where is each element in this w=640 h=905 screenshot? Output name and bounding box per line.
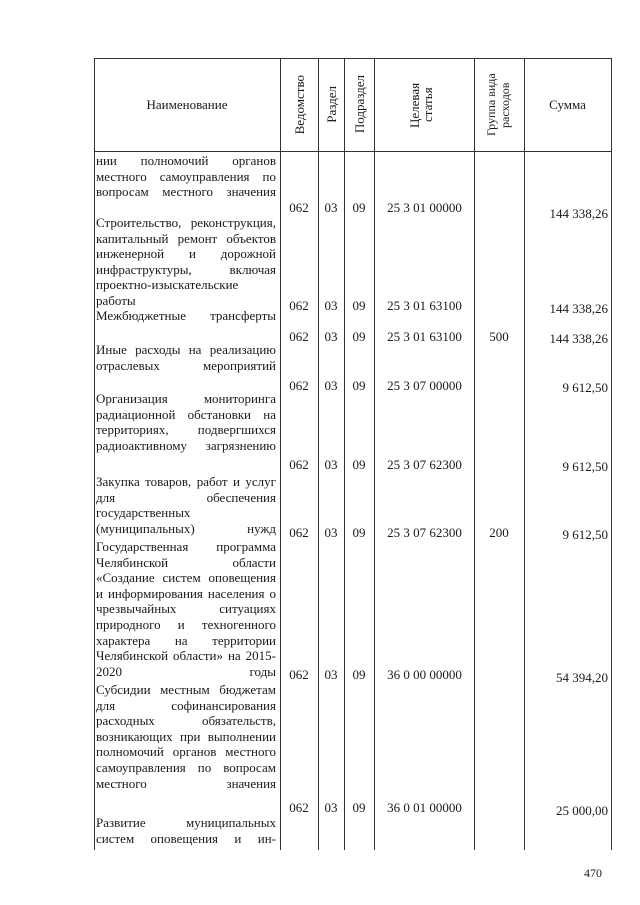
- col-divider: [474, 58, 475, 850]
- row-name: нии полномочий органов местного самоуправления по вопросам местного значения: [96, 153, 276, 200]
- header-summa: [524, 58, 611, 151]
- row-vedomstvo: 062: [289, 329, 309, 344]
- row-summa: 144 338,26: [549, 206, 608, 221]
- row-vedomstvo: 062: [289, 800, 309, 815]
- header-vedomstvo: [280, 58, 318, 151]
- row-vedomstvo: 062: [289, 667, 309, 682]
- row-celevaya: 25 3 07 62300: [387, 525, 462, 540]
- row-gruppa: 500: [489, 329, 509, 344]
- page-number: 470: [584, 866, 602, 880]
- row-name: Межбюджетные трансферты: [96, 308, 276, 323]
- row-celevaya: 25 3 01 63100: [387, 298, 462, 313]
- row-razdel: 03: [324, 378, 338, 393]
- col-divider: [280, 58, 281, 850]
- header-celevaya-label: Целевая статья: [407, 81, 435, 128]
- row-vedomstvo: 062: [289, 200, 309, 215]
- row-podrazdel: 09: [352, 525, 366, 540]
- header-divider: [94, 151, 612, 152]
- row-razdel: 03: [324, 329, 338, 344]
- row-podrazdel: 09: [352, 329, 366, 344]
- row-name: Строительство, реконструкция, капитальный ремонт объектов инженерной и дорожной инфраструктуры, включая проектно-изыскательские работы: [96, 215, 276, 308]
- col-divider: [344, 58, 345, 850]
- row-name: Организация мониторинга радиационной обстановки на территориях, подвергшихся радиоактивному загрязнению: [96, 391, 276, 453]
- header-podrazdel: [344, 58, 374, 151]
- row-vedomstvo: 062: [289, 298, 309, 313]
- header-vedomstvo-label: Ведомство: [291, 74, 307, 135]
- row-name: Иные расходы на реализацию отраслевых мероприятий: [96, 342, 276, 373]
- row-name: Развитие муниципальных систем оповещения и ин-: [96, 815, 276, 846]
- header-summa-label: Сумма: [549, 96, 586, 112]
- row-podrazdel: 09: [352, 667, 366, 682]
- row-vedomstvo: 062: [289, 378, 309, 393]
- row-vedomstvo: 062: [289, 457, 309, 472]
- row-razdel: 03: [324, 667, 338, 682]
- row-podrazdel: 09: [352, 378, 366, 393]
- row-celevaya: 25 3 07 00000: [387, 378, 462, 393]
- budget-table: [94, 58, 612, 850]
- row-razdel: 03: [324, 200, 338, 215]
- table-border-right: [611, 58, 612, 850]
- row-summa: 9 612,50: [562, 380, 608, 395]
- row-celevaya: 36 0 00 00000: [387, 667, 462, 682]
- row-gruppa: 200: [489, 525, 509, 540]
- header-gruppa-label: Группа вида расходов: [484, 73, 512, 136]
- row-podrazdel: 09: [352, 200, 366, 215]
- row-celevaya: 25 3 01 00000: [387, 200, 462, 215]
- row-celevaya: 25 3 07 62300: [387, 457, 462, 472]
- header-name-label: Наименование: [146, 96, 228, 112]
- row-podrazdel: 09: [352, 298, 366, 313]
- header-name: [94, 58, 280, 151]
- row-name: Закупка товаров, работ и услуг для обеспечения государственных (муниципальных) нужд: [96, 474, 276, 536]
- row-razdel: 03: [324, 525, 338, 540]
- row-celevaya: 25 3 01 63100: [387, 329, 462, 344]
- row-summa: 144 338,26: [549, 331, 608, 346]
- row-razdel: 03: [324, 457, 338, 472]
- row-summa: 25 000,00: [556, 803, 608, 818]
- row-summa: 9 612,50: [562, 527, 608, 542]
- header-razdel-label: Раздел: [323, 86, 339, 123]
- header-razdel: [318, 58, 344, 151]
- col-divider: [374, 58, 375, 850]
- row-name: Государственная программа Челябинской области «Создание систем оповещения и информирования населения о чрезвычайных ситуациях природного и техногенного характера на территории Челябинской области» на 2015-2020 годы: [96, 539, 276, 679]
- col-divider: [524, 58, 525, 850]
- header-gruppa: [474, 58, 524, 151]
- row-razdel: 03: [324, 298, 338, 313]
- row-summa: 9 612,50: [562, 459, 608, 474]
- col-divider: [318, 58, 319, 850]
- row-podrazdel: 09: [352, 457, 366, 472]
- header-celevaya: [374, 58, 474, 151]
- table-border-left: [94, 58, 95, 850]
- row-name: Субсидии местным бюджетам для софинансирования расходных обязательств, возникающих при выполнении полномочий органов местного самоуправления по вопросам местного значения: [96, 682, 276, 791]
- row-vedomstvo: 062: [289, 525, 309, 540]
- header-podrazdel-label: Подраздел: [351, 75, 367, 134]
- row-razdel: 03: [324, 800, 338, 815]
- row-summa: 54 394,20: [556, 670, 608, 685]
- row-summa: 144 338,26: [549, 301, 608, 316]
- row-celevaya: 36 0 01 00000: [387, 800, 462, 815]
- row-podrazdel: 09: [352, 800, 366, 815]
